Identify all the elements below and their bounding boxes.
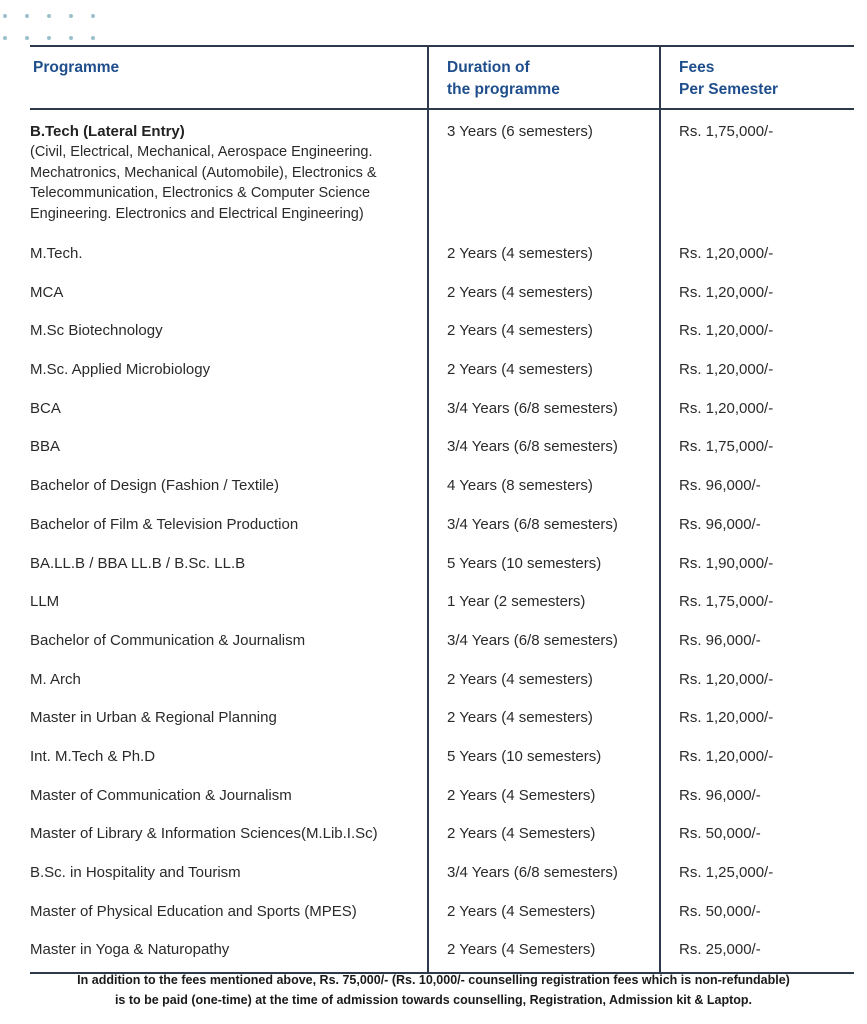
programme-cell: M.Tech. (30, 245, 83, 262)
table-row (30, 275, 854, 314)
duration-cell: 2 Years (4 Semesters) (428, 894, 660, 933)
table-row (30, 391, 854, 430)
fees-cell: Rs. 1,20,000/- (660, 275, 854, 314)
table-row (30, 468, 854, 507)
dot (47, 14, 51, 18)
programme-cell: M.Sc. Applied Microbiology (30, 361, 211, 379)
fees-cell: Rs. 96,000/- (660, 468, 854, 507)
fees-cell: Rs. 50,000/- (660, 816, 854, 855)
programme-cell: BCA (30, 399, 61, 417)
duration-cell: 3/4 Years (6/8 semesters) (428, 623, 660, 662)
programme-cell: Master in Yoga & Naturopathy (30, 932, 428, 973)
fees-cell: Rs. 1,75,000/- (660, 109, 854, 236)
dot (69, 14, 73, 18)
duration-cell: 3/4 Years (6/8 semesters) (428, 429, 660, 468)
table-row (30, 700, 854, 739)
fees-cell: Rs. 1,20,000/- (660, 236, 854, 275)
table-row (30, 429, 854, 468)
programme-cell: BA.LL.B / BBA LL.B / B.Sc. LL.B (30, 554, 246, 572)
dot (91, 36, 95, 40)
table-row (30, 236, 854, 275)
fees-cell: Rs. 96,000/- (660, 507, 854, 546)
programme-cell: Master of Library & Information Sciences(M.Lib.I.Sc) (30, 825, 378, 843)
duration-cell: 2 Years (4 semesters) (428, 275, 660, 314)
programme-cell: Master of Physical Education and Sports (MPES) (30, 902, 357, 920)
duration-cell: 5 Years (10 semesters) (428, 546, 660, 585)
fee-table (30, 45, 854, 974)
duration-cell: 2 Years (4 Semesters) (428, 778, 660, 817)
table-row (30, 109, 854, 236)
table-row (30, 932, 854, 973)
programme-cell: Bachelor of Communication & Journalism (30, 631, 306, 649)
fees-cell: Rs. 50,000/- (660, 894, 854, 933)
dot (69, 36, 73, 40)
table-row (30, 662, 854, 701)
programme-cell (30, 109, 428, 236)
programme-cell: Int. M.Tech & Ph.D (30, 747, 156, 765)
duration-cell: 3 Years (6 semesters) (428, 109, 660, 236)
fee-note-line-1: In addition to the fees mentioned above, Rs. 75,000/- (Rs. 10,000/- counselling registration fees which is non-refundable) (77, 973, 790, 987)
fees-cell: Rs. 1,20,000/- (660, 700, 854, 739)
duration-cell: 2 Years (4 semesters) (428, 662, 660, 701)
fees-cell: Rs. 96,000/- (660, 778, 854, 817)
programme-cell: LLM (30, 593, 60, 611)
fees-cell: Rs. 25,000/- (660, 932, 854, 973)
programme-cell: BBA (30, 438, 61, 456)
dot (3, 14, 7, 18)
duration-cell: 2 Years (4 Semesters) (428, 932, 660, 973)
programme-cell: M. Arch (30, 670, 81, 688)
table-row (30, 739, 854, 778)
dot (25, 14, 29, 18)
dot (91, 14, 95, 18)
table-row (30, 313, 854, 352)
duration-cell: 2 Years (4 semesters) (428, 352, 660, 391)
fees-cell: Rs. 1,20,000/- (660, 739, 854, 778)
programme-title: B.Tech (Lateral Entry) (30, 123, 185, 140)
fees-cell: Rs. 1,75,000/- (660, 584, 854, 623)
fee-note (0, 970, 867, 1010)
duration-cell: 1 Year (2 semesters) (428, 584, 660, 623)
table-row (30, 352, 854, 391)
duration-cell: 3/4 Years (6/8 semesters) (428, 855, 660, 894)
duration-cell: 4 Years (8 semesters) (428, 468, 660, 507)
dot (3, 36, 7, 40)
table-row (30, 623, 854, 662)
table-row (30, 778, 854, 817)
dot (47, 36, 51, 40)
header-duration: Duration of the programme (428, 46, 660, 109)
table-row (30, 507, 854, 546)
programme-cell: M.Sc Biotechnology (30, 322, 163, 340)
fees-cell: Rs. 1,20,000/- (660, 391, 854, 430)
header-fees: Fees Per Semester (660, 46, 854, 109)
fee-note-line-2: is to be paid (one-time) at the time of admission towards counselling, Registration, Admission kit & Laptop. (114, 993, 753, 1007)
table-header-row (30, 46, 854, 109)
fees-cell: Rs. 1,20,000/- (660, 662, 854, 701)
fee-table-container (30, 45, 854, 974)
fees-cell: Rs. 1,20,000/- (660, 313, 854, 352)
programme-cell: MCA (30, 283, 64, 301)
table-row (30, 546, 854, 585)
duration-cell: 3/4 Years (6/8 semesters) (428, 507, 660, 546)
duration-cell: 2 Years (4 semesters) (428, 236, 660, 275)
programme-cell: Master of Communication & Journalism (30, 786, 292, 804)
programme-cell: B.Sc. in Hospitality and Tourism (30, 864, 241, 881)
table-row (30, 816, 854, 855)
table-row (30, 855, 854, 894)
duration-cell: 5 Years (10 semesters) (428, 739, 660, 778)
programme-detail: (Civil, Electrical, Mechanical, Aerospace Engineering. Mechatronics, Mechanical (Automobile), Electronics & Telecommunication, Electronics & Computer Science Engineering. Electronics and Electrical Engineering) (30, 144, 377, 222)
programme-cell: Bachelor of Film & Television Production (30, 515, 299, 533)
table-row (30, 584, 854, 623)
duration-cell: 2 Years (4 Semesters) (428, 816, 660, 855)
table-row (30, 894, 854, 933)
programme-cell: Bachelor of Design (Fashion / Textile) (30, 477, 280, 495)
fees-cell: Rs. 1,25,000/- (660, 855, 854, 894)
fees-cell: Rs. 1,20,000/- (660, 352, 854, 391)
duration-cell: 2 Years (4 semesters) (428, 313, 660, 352)
decorative-dot-grid (0, 0, 110, 45)
programme-cell: Master in Urban & Regional Planning (30, 709, 277, 727)
duration-cell: 2 Years (4 semesters) (428, 700, 660, 739)
dot (25, 36, 29, 40)
fees-cell: Rs. 1,75,000/- (660, 429, 854, 468)
fees-cell: Rs. 1,90,000/- (660, 546, 854, 585)
duration-cell: 3/4 Years (6/8 semesters) (428, 391, 660, 430)
header-programme: Programme (33, 59, 120, 76)
fees-cell: Rs. 96,000/- (660, 623, 854, 662)
